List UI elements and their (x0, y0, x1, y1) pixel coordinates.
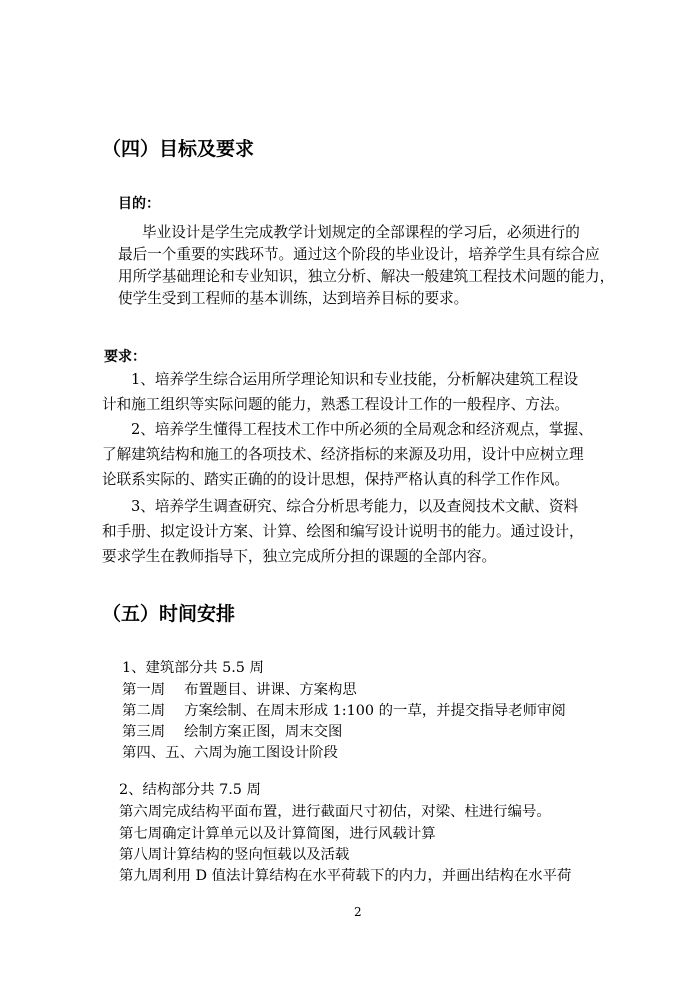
architecture-week-4: 第四、五、六周为施工图设计阶段 (122, 745, 338, 761)
requirements-label: 要求： (104, 349, 146, 365)
section-4-heading: （四）目标及要求 (102, 138, 255, 160)
structure-week-6: 第六周完成结构平面布置，进行截面尺寸初估，对梁、柱进行编号。 (119, 804, 551, 820)
purpose-line-4: 使学生受到工程师的基本训练，达到培养目标的要求。 (118, 290, 469, 307)
requirement-line-8: 要求学生在教师指导下，独立完成所分担的课题的全部内容。 (102, 548, 497, 565)
architecture-week-1: 第一周 布置题目、讲课、方案构思 (122, 682, 357, 698)
architecture-week-2: 第二周 方案绘制、在周末形成 1:100 的一草，并提交指导老师审阅 (122, 703, 566, 719)
purpose-line-1: 毕业设计是学生完成教学计划规定的全部课程的学习后，必须进行的 (142, 224, 580, 241)
page-number: 2 (354, 905, 362, 919)
requirement-line-6: 3、培养学生调查研究、综合分析思考能力，以及查阅技术文献、资料 (131, 498, 579, 515)
section-5-heading: （五）时间安排 (102, 603, 236, 625)
structure-week-9: 第九周利用 D 值法计算结构在水平荷载下的内力，并画出结构在水平荷 (119, 868, 572, 884)
requirement-line-5: 论联系实际的、踏实正确的的设计思想，保持严格认真的科学工作作风。 (102, 471, 570, 488)
structure-week-7: 第七周确定计算单元以及计算简图，进行风载计算 (119, 826, 436, 842)
requirement-line-2: 计和施工组织等实际问题的能力，熟悉工程设计工作的一般程序、方法。 (102, 396, 570, 413)
purpose-line-3: 用所学基础理论和专业知识，独立分析、解决一般建筑工程技术问题的能力， (118, 268, 615, 285)
requirement-line-7: 和手册、拟定设计方案、计算、绘图和编写设计说明书的能力。通过设计， (102, 523, 584, 540)
purpose-line-2: 最后一个重要的实践环节。通过这个阶段的毕业设计，培养学生具有综合应 (118, 246, 600, 263)
purpose-label: 目的： (118, 196, 160, 212)
requirement-line-1: 1、培养学生综合运用所学理论知识和专业技能，分析解决建筑工程设 (131, 371, 579, 388)
structure-title: 2、结构部分共 7.5 周 (119, 782, 261, 798)
requirement-line-3: 2、培养学生懂得工程技术工作中所必须的全局观念和经济观点，掌握、 (131, 421, 593, 438)
structure-week-8: 第八周计算结构的竖向恒载以及活载 (119, 847, 350, 863)
requirement-line-4: 了解建筑结构和施工的各项技术、经济指标的来源及功用，设计中应树立理 (102, 446, 584, 463)
architecture-week-3: 第三周 绘制方案正图，周末交图 (122, 724, 343, 740)
architecture-title: 1、建筑部分共 5.5 周 (122, 660, 264, 676)
